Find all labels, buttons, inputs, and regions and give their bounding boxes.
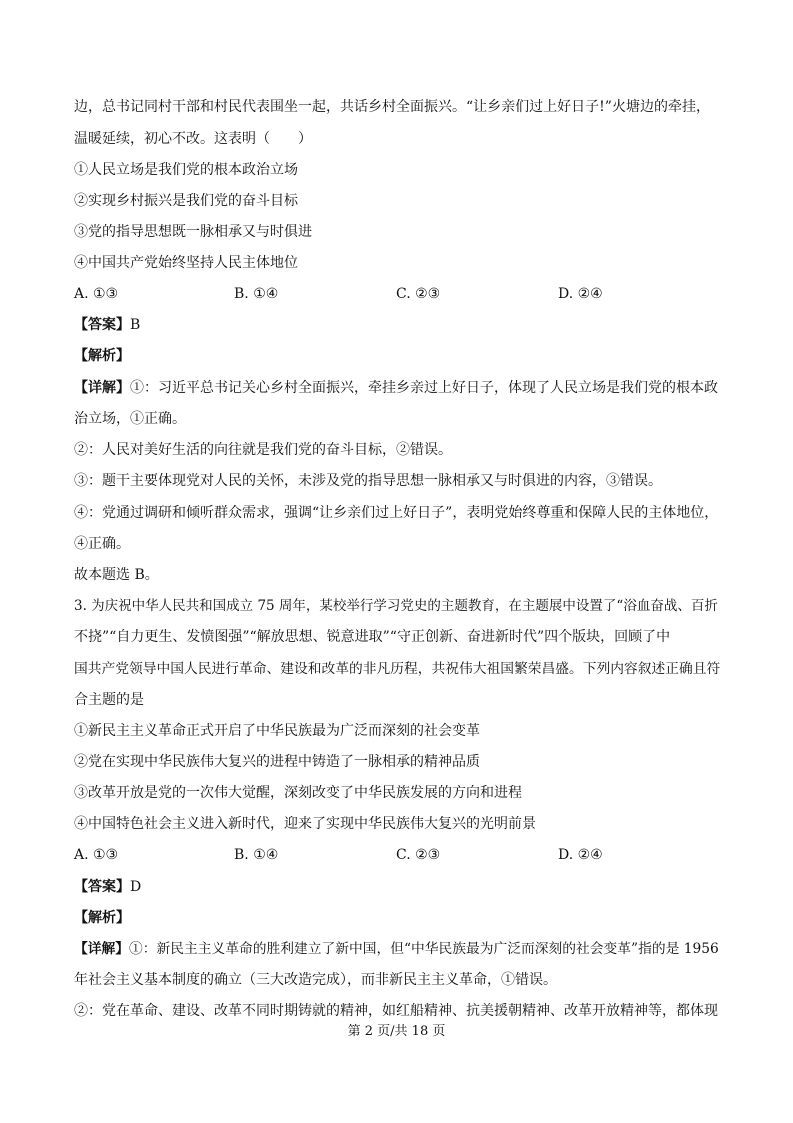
q3-stem-line-4: 合主题的是: [74, 692, 144, 708]
q3-answer-label: 【答案】: [74, 879, 130, 895]
q2-option-d: D. ②④: [558, 286, 603, 302]
q3-options: [74, 846, 724, 864]
q3-answer: [74, 878, 724, 896]
q2-detail-line-6: ④正确。: [74, 536, 130, 552]
q2-stem-line-1: 边，总书记同村干部和村民代表围坐一起，共话乡村全面振兴。“让乡亲们过上好日子!”火塘边的牵挂，: [74, 99, 710, 115]
q3-option-d: D. ②④: [558, 847, 603, 863]
page-footer: 第 2 页/共 18 页: [347, 1024, 446, 1039]
q3-detail-label: 【详解】: [74, 941, 130, 957]
q3-item-4: ④中国特色社会主义进入新时代，迎来了实现中华民族伟大复兴的光明前景: [74, 816, 536, 832]
q2-options: [74, 285, 724, 303]
q2-option-b: B. ①④: [234, 286, 279, 302]
q3-answer-value: D: [130, 879, 142, 895]
q2-stem-line-2: 温暖延续，初心不改。这表明（ ）: [74, 131, 312, 147]
q2-answer-value: B: [130, 317, 141, 333]
q2-detail-text-1: ①：习近平总书记关心乡村全面振兴，牵挂乡亲过上好日子，体现了人民立场是我们党的根本政: [130, 380, 718, 396]
q2-option-c: C. ②③: [396, 286, 441, 302]
q3-detail-line-1: [74, 940, 724, 958]
q3-stem-line-2: 不挠”“自力更生、发愤图强”“解放思想、锐意进取”“守正创新、奋进新时代”四个版块，回顾了中: [74, 629, 671, 645]
q2-item-4: ④中国共产党始终坚持人民主体地位: [74, 255, 298, 271]
q2-item-1: ①人民立场是我们党的根本政治立场: [74, 162, 298, 178]
q2-analysis-label: 【解析】: [74, 348, 130, 364]
q3-item-1: ①新民主主义革命正式开启了中华民族最为广泛而深刻的社会变革: [74, 723, 480, 739]
q3-item-3: ③改革开放是党的一次伟大觉醒，深刻改变了中华民族发展的方向和进程: [74, 785, 522, 801]
q2-detail-line-2: 治立场，①正确。: [74, 411, 186, 427]
q3-option-a: A. ①③: [74, 847, 119, 863]
q2-detail-line-4: ③：题干主要体现党对人民的关怀，未涉及党的指导思想一脉相承又与时俱进的内容，③错误。: [74, 473, 662, 489]
q3-detail-line-2: 年社会主义基本制度的确立（三大改造完成），而非新民主主义革命，①错误。: [74, 972, 557, 988]
q3-option-b: B. ①④: [234, 847, 279, 863]
q3-option-c: C. ②③: [396, 847, 441, 863]
q3-item-2: ②党在实现中华民族伟大复兴的进程中铸造了一脉相承的精神品质: [74, 754, 480, 770]
q2-answer: [74, 316, 724, 334]
q2-item-2: ②实现乡村振兴是我们党的奋斗目标: [74, 193, 298, 209]
q2-detail-line-3: ②：人民对美好生活的向往就是我们党的奋斗目标，②错误。: [74, 442, 452, 458]
q3-detail-line-3: ②：党在革命、建设、改革不同时期铸就的精神，如红船精神、抗美援朝精神、改革开放精神等，都体现: [74, 1003, 718, 1019]
q2-detail-label: 【详解】: [74, 380, 130, 396]
q3-analysis-label: 【解析】: [74, 910, 130, 926]
q3-detail-text-1: ①：新民主主义革命的胜利建立了新中国，但“中华民族最为广泛而深刻的社会变革”指的是 1956: [129, 941, 719, 957]
q2-detail-line-5: ④：党通过调研和倾听群众需求，强调“让乡亲们过上好日子”，表明党始终尊重和保障人民的主体地位，: [74, 505, 719, 521]
q3-stem-line-1: 3. 为庆祝中华人民共和国成立 75 周年，某校举行学习党史的主题教育，在主题展中设置了“浴血奋战、百折: [74, 598, 718, 614]
q2-detail-line-1: [74, 379, 724, 397]
q2-option-a: A. ①③: [74, 286, 119, 302]
q2-conclusion: 故本题选 B。: [74, 567, 159, 583]
q2-item-3: ③党的指导思想既一脉相承又与时俱进: [74, 224, 312, 240]
q3-stem-line-3: 国共产党领导中国人民进行革命、建设和改革的非凡历程，共祝伟大祖国繁荣昌盛。下列内容叙述正确且符: [74, 661, 721, 677]
q2-answer-label: 【答案】: [74, 317, 130, 333]
